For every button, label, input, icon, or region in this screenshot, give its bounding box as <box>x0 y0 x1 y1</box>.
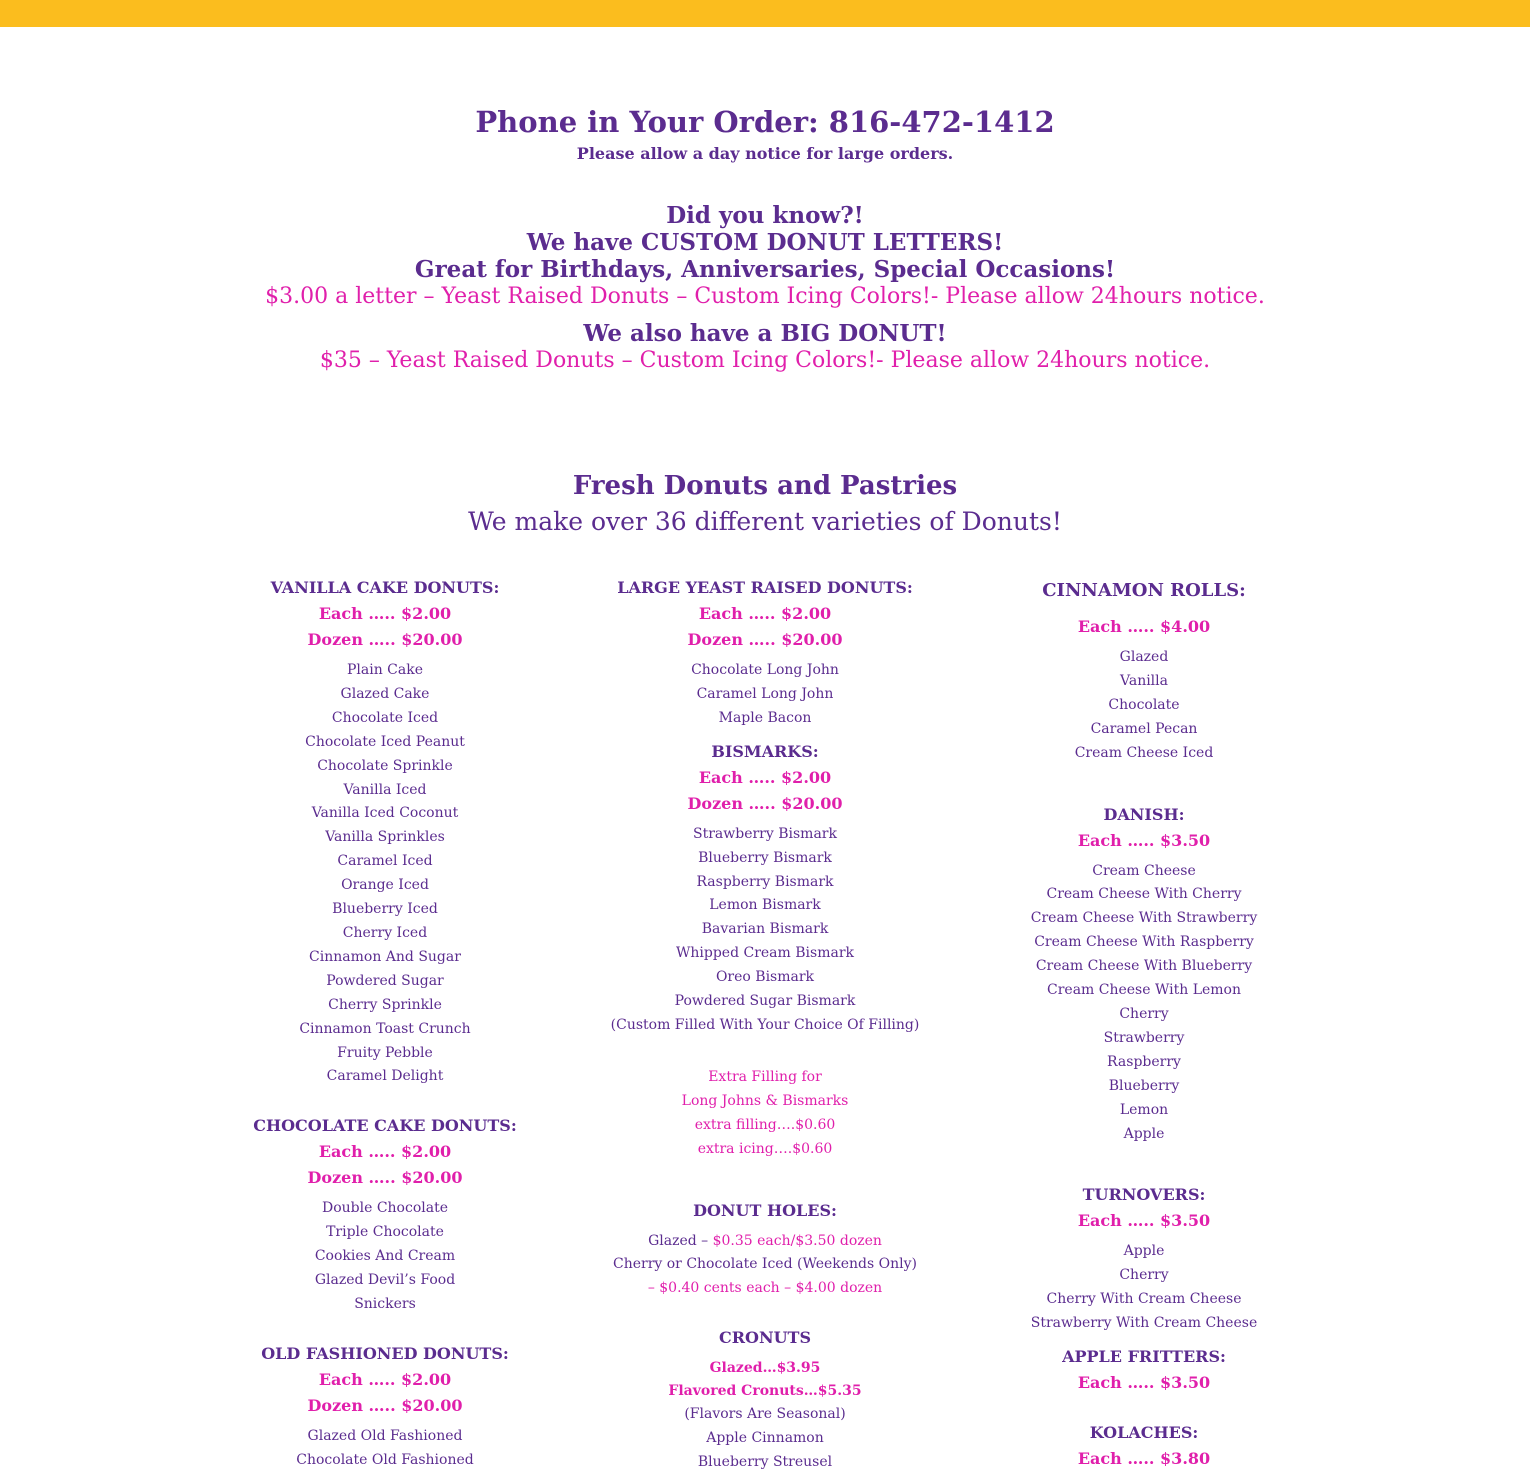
price-each: Each ….. $2.00 <box>318 1369 452 1389</box>
list-item: Cream Cheese With Cherry <box>1046 886 1242 903</box>
section-heading: OLD FASHIONED DONUTS: <box>261 1343 509 1363</box>
list-item: Lemon <box>1119 1101 1169 1118</box>
list-item: (Flavors Are Seasonal) <box>684 1406 846 1423</box>
section-heading: KOLACHES: <box>1089 1423 1199 1443</box>
list-item: Snickers <box>354 1295 416 1312</box>
list-item: Cherry <box>1119 1267 1169 1284</box>
promo-custom-letters: We have CUSTOM DONUT LETTERS! <box>526 229 1004 256</box>
promo-occasions: Great for Birthdays, Anniversaries, Special Occasions! <box>414 256 1116 283</box>
list-item: Caramel Long John <box>696 685 834 702</box>
list-item: Raspberry <box>1107 1053 1181 1070</box>
menu-title: Fresh Donuts and Pastries <box>572 471 958 501</box>
menu-column-3 <box>944 578 1344 1472</box>
list-item: Cherry Iced <box>342 924 428 941</box>
item-list <box>944 860 1344 1147</box>
extra-filling-subtitle: Long Johns & Bismarks <box>681 1092 849 1109</box>
section-heading: TURNOVERS: <box>1082 1185 1206 1205</box>
list-item: Chocolate Iced <box>331 709 439 726</box>
glazed-holes-label: Glazed – <box>648 1232 713 1249</box>
list-item: Caramel Delight <box>326 1068 444 1085</box>
section-heading: DONUT HOLES: <box>693 1200 837 1220</box>
section-heading: CRONUTS <box>718 1328 811 1348</box>
price-each: Each ….. $2.00 <box>698 767 832 787</box>
cronuts-section <box>565 1325 965 1475</box>
list-item: Cherry Sprinkle <box>328 996 442 1013</box>
list-item: Vanilla Iced Coconut <box>311 805 459 822</box>
price-dozen: Dozen ….. $20.00 <box>687 630 843 649</box>
extra-icing-price: extra icing….$0.60 <box>697 1140 833 1157</box>
item-list <box>185 659 585 1089</box>
list-item: Glazed Devil’s Food <box>314 1272 456 1289</box>
list-item: Glazed Cake <box>340 685 430 702</box>
price-each: Each ….. $3.80 <box>1077 1449 1211 1469</box>
list-item: Strawberry With Cream Cheese <box>1030 1315 1258 1332</box>
price-dozen: Dozen ….. $20.00 <box>687 793 843 813</box>
old-fashioned-section <box>185 1341 585 1473</box>
section-heading: LARGE YEAST RAISED DONUTS: <box>617 578 913 597</box>
section-heading: CHOCOLATE CAKE DONUTS: <box>253 1116 517 1136</box>
list-item: Cinnamon Toast Crunch <box>299 1020 471 1037</box>
list-item: Caramel Pecan <box>1090 720 1198 737</box>
vanilla-cake-section <box>185 575 585 1089</box>
cherry-holes-line: Cherry or Chocolate Iced (Weekends Only) <box>612 1256 917 1273</box>
item-list <box>944 646 1344 766</box>
list-item: Glazed Old Fashioned <box>307 1427 463 1444</box>
section-heading: BISMARKS: <box>711 741 819 761</box>
glazed-holes-price: $0.35 each/$3.50 dozen <box>712 1232 882 1249</box>
item-list <box>185 1425 585 1473</box>
extra-filling-price: extra filling….$0.60 <box>694 1116 836 1133</box>
price-each: Each ….. $3.50 <box>1077 1211 1211 1231</box>
price-each: Each ….. $2.00 <box>698 604 832 623</box>
extra-filling-section <box>565 1066 965 1162</box>
list-item: Cream Cheese Iced <box>1074 744 1214 761</box>
list-item: Cookies And Cream <box>314 1248 456 1265</box>
list-item: Cream Cheese With Blueberry <box>1035 958 1253 975</box>
promo-letters-price: $3.00 a letter – Yeast Raised Donuts – Custom Icing Colors!- Please allow 24hours notice. <box>265 284 1265 309</box>
price-each: Each ….. $3.50 <box>1077 830 1211 850</box>
list-item: Cream Cheese With Lemon <box>1047 982 1241 999</box>
item-list <box>565 823 965 1038</box>
cronut-glazed-price: Glazed…$3.95 <box>709 1360 821 1377</box>
danish-section <box>944 802 1344 1147</box>
list-item: Caramel Iced <box>337 853 433 870</box>
list-item: Vanilla Iced <box>343 781 427 798</box>
price-dozen: Dozen ….. $20.00 <box>307 1395 463 1415</box>
list-item: Whipped Cream Bismark <box>675 945 854 962</box>
phone-order-title: Phone in Your Order: 816-472-1412 <box>475 105 1055 139</box>
extra-filling-title: Extra Filling for <box>708 1068 822 1085</box>
list-item: Plain Cake <box>346 662 423 678</box>
promo-big-donut: We also have a BIG DONUT! <box>583 320 947 347</box>
list-item: Blueberry Iced <box>332 901 438 918</box>
list-item: Cherry With Cream Cheese <box>1046 1291 1242 1308</box>
menu-column-1 <box>185 575 585 1473</box>
list-item: Glazed <box>1119 649 1169 665</box>
chocolate-cake-section <box>185 1113 585 1317</box>
list-item: Chocolate Iced Peanut <box>305 733 465 750</box>
cinnamon-rolls-section <box>944 578 1344 766</box>
list-item: (Custom Filled With Your Choice Of Filling) <box>610 1016 920 1033</box>
cronut-flavored-price: Flavored Cronuts…$5.35 <box>668 1383 862 1400</box>
list-item: Apple <box>1123 1125 1165 1142</box>
section-heading: VANILLA CAKE DONUTS: <box>270 578 500 597</box>
price-each: Each ….. $4.00 <box>1077 617 1211 636</box>
section-heading: APPLE FRITTERS: <box>1062 1347 1226 1367</box>
menu-subtitle: We make over 36 different varieties of Donuts! <box>468 507 1062 536</box>
promo-big-donut-price: $35 – Yeast Raised Donuts – Custom Icing Colors!- Please allow 24hours notice. <box>319 348 1211 373</box>
list-item: Triple Chocolate <box>326 1224 444 1241</box>
list-item: Raspberry Bismark <box>696 873 834 890</box>
list-item: Cream Cheese <box>1092 862 1196 879</box>
yeast-raised-section <box>565 575 965 731</box>
list-item: Orange Iced <box>341 877 429 894</box>
list-item: Fruity Pebble <box>337 1044 433 1061</box>
list-item: Bavarian Bismark <box>701 921 829 938</box>
glazed-holes-line <box>565 1230 965 1254</box>
list-item: Apple Cinnamon <box>706 1430 824 1447</box>
bismarks-section <box>565 739 965 1038</box>
list-item: Cinnamon And Sugar <box>309 948 461 965</box>
list-item: Lemon Bismark <box>709 897 821 914</box>
list-item: Cream Cheese With Raspberry <box>1034 934 1254 951</box>
item-list <box>944 1240 1344 1336</box>
list-item: Powdered Sugar Bismark <box>674 993 856 1010</box>
top-accent-bar <box>0 0 1530 27</box>
price-each: Each ….. $3.50 <box>1077 1373 1211 1393</box>
list-item: Blueberry Streusel <box>697 1454 833 1471</box>
list-item: Chocolate Old Fashioned <box>296 1451 474 1468</box>
price-dozen: Dozen ….. $20.00 <box>307 1168 463 1188</box>
kolaches-section <box>944 1420 1344 1472</box>
price-each: Each ….. $2.00 <box>318 604 452 623</box>
list-item: Maple Bacon <box>718 709 812 726</box>
list-item: Strawberry <box>1103 1029 1185 1046</box>
item-list <box>565 1403 965 1475</box>
list-item: Double Chocolate <box>321 1200 448 1217</box>
item-list <box>565 659 965 731</box>
turnovers-section <box>944 1182 1344 1336</box>
list-item: Vanilla Sprinkles <box>325 829 445 846</box>
list-item: Chocolate <box>1108 696 1180 713</box>
phone-order-note: Please allow a day notice for large orders. <box>576 144 954 163</box>
cherry-holes-price: – $0.40 cents each – $4.00 dozen <box>647 1280 883 1297</box>
apple-fritters-section <box>944 1344 1344 1396</box>
section-heading: DANISH: <box>1103 804 1185 824</box>
list-item: Oreo Bismark <box>715 969 815 986</box>
list-item: Chocolate Sprinkle <box>317 757 453 774</box>
menu-column-2 <box>565 575 965 1475</box>
price-each: Each ….. $2.00 <box>318 1142 452 1162</box>
promo-did-you-know: Did you know?! <box>666 202 864 229</box>
list-item: Apple <box>1123 1243 1165 1260</box>
section-heading: CINNAMON ROLLS: <box>1042 580 1246 601</box>
list-item: Vanilla <box>1120 672 1168 689</box>
list-item: Cream Cheese With Strawberry <box>1030 910 1258 927</box>
list-item: Powdered Sugar <box>326 972 444 989</box>
list-item: Strawberry Bismark <box>693 825 837 842</box>
list-item: Blueberry <box>1108 1077 1180 1094</box>
list-item: Chocolate Long John <box>691 662 839 678</box>
list-item: Cherry <box>1119 1005 1169 1022</box>
price-dozen: Dozen ….. $20.00 <box>307 630 463 649</box>
list-item: Blueberry Bismark <box>698 849 832 866</box>
item-list <box>185 1197 585 1317</box>
donut-holes-section <box>565 1198 965 1302</box>
